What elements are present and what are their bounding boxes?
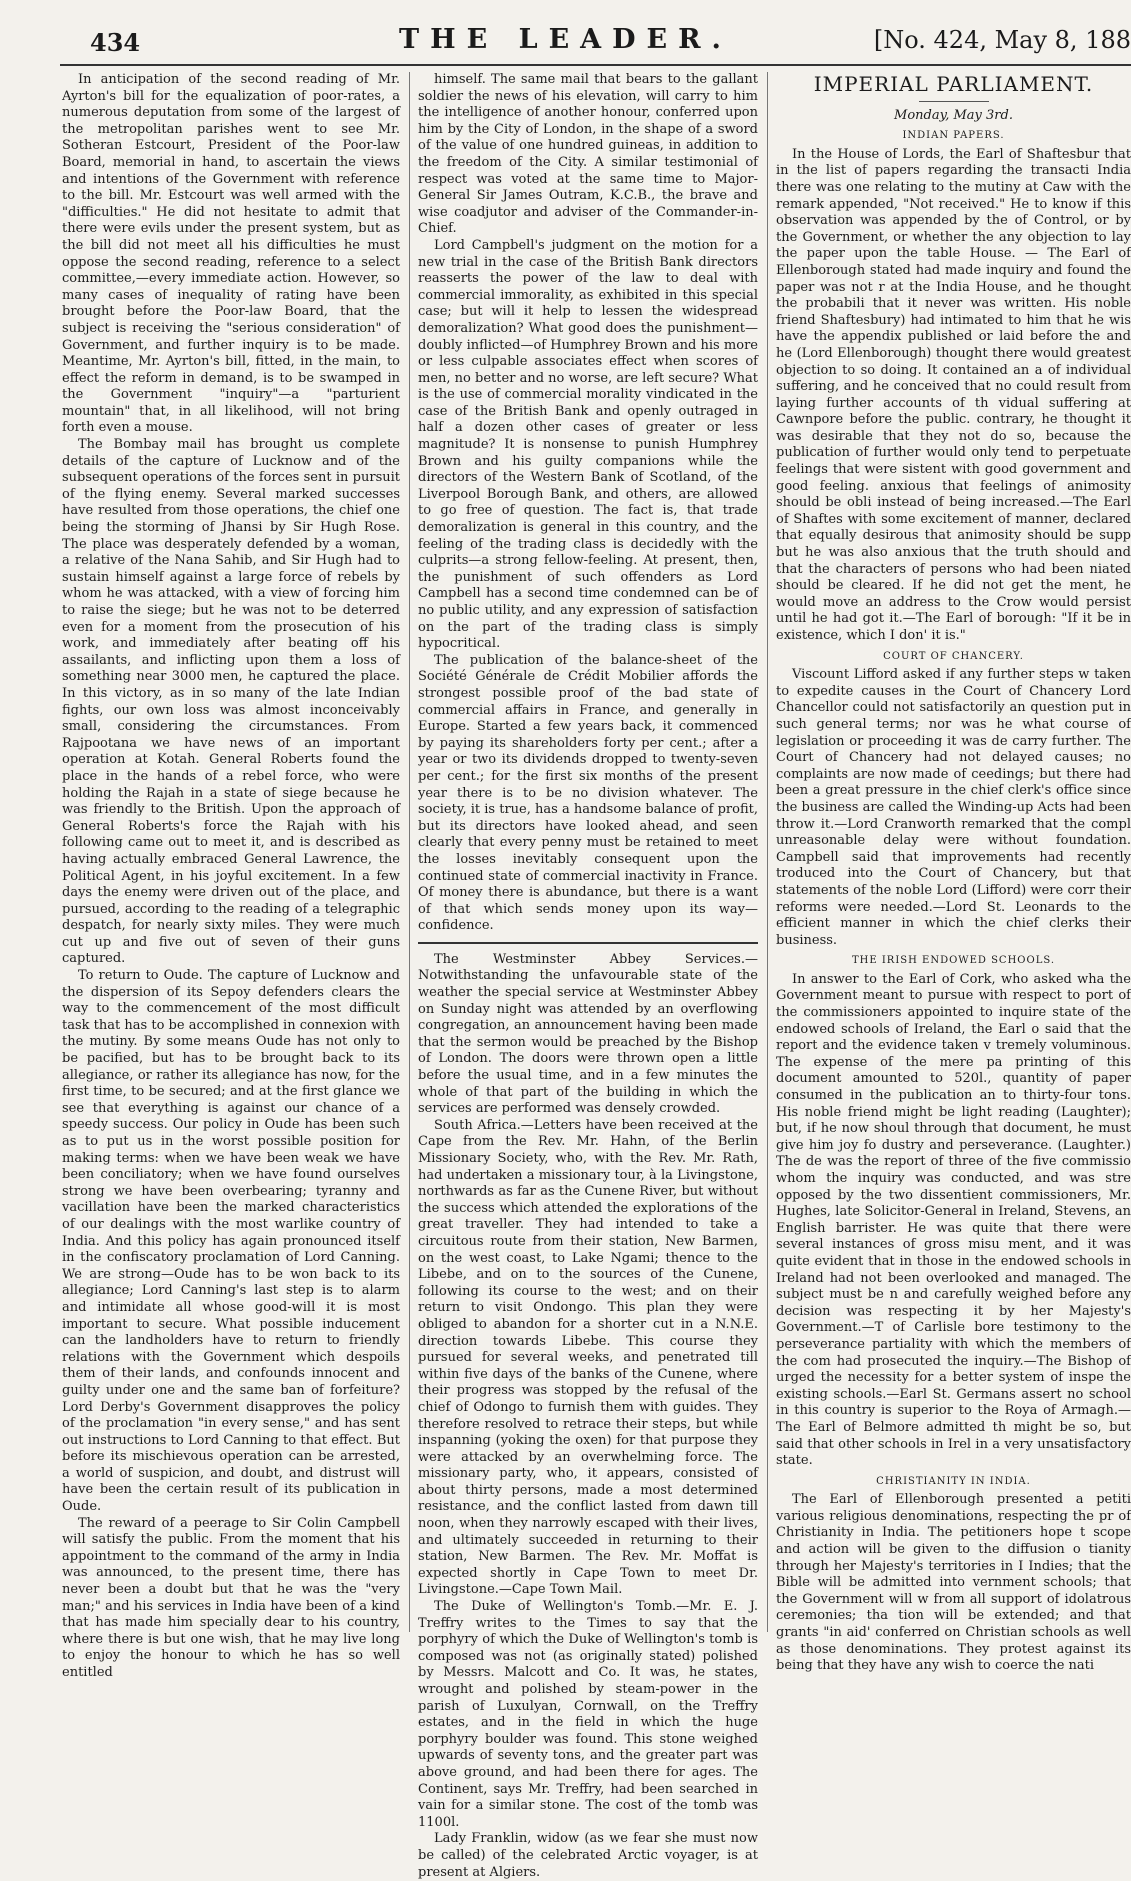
header-rule [60,64,1131,66]
article-paragraph: himself. The same mail that bears to the gallant soldier the news of his elevation, will carry to him the intelligence of another honour, conferred upon him by the City of London, in the shape of a sword of the value of one hundred guineas, in addition to the freedom of the City. A similar testimonial of respect was voted at the same time to Major-General Sir James Outram, K.C.B., the brave and wise coadjutor and adviser of the Commander-in-Chief. [418,72,758,237]
section-divider [418,942,758,944]
title-divider [919,101,989,102]
article-paragraph: To return to Oude. The capture of Lucknow and the dispersion of its Sepoy defenders clears the way to the commencement of the most difficult task that has to be accomplished in connexion with the mutiny. By some means Oude has not only to be pacified, but has to be brought back to its allegiance, or rather its allegiance has now, for the first time, to be secured; and at the first glance we see that everything is against our chance of a speedy success. Our policy in Oude has been such as to put us in the worst possible position for making terms: when we have been weak we have been conciliatory; when we have found ourselves strong we have been overbearing; tyranny and vacillation have been the marked characteristics of our dealings with the most warlike country of India. And this policy has again pronounced itself in the confiscatory proclamation of Lord Canning. We are strong—Oude has to be won back to its allegiance; Lord Canning's last step is to alarm and intimidate all whose good-will it is most important to secure. What possible inducement can the landholders have to return to friendly relations with the Government which despoils them of their lands, and confounds innocent and guilty under one and the same ban of forfeiture? Lord Derby's Government disapproves the policy of the proclamation "in every sense," and has sent out instructions to Lord Canning to that effect. But before its mischievous operation can be arrested, a world of suspicion, and doubt, and distrust will have been the certain result of its publication in Oude. [62,968,400,1515]
column-2 [418,72,758,1880]
column-rule [409,72,410,1632]
article-paragraph: Lord Campbell's judgment on the motion for a new trial in the case of the British Bank directors reasserts the power of the law to deal with commercial immorality, as exhibited in this special case; but will it help to lessen the widespread demoralization? What good does the punishment—doubly inflicted—of Humphrey Brown and his more or less culpable associates effect when scores of men, no better and no worse, are left secure? What is the use of commercial morality vindicated in the case of the British Bank and openly outraged in half a dozen other cases of greater or less magnitude? It is nonsense to punish Humphrey Brown and his guilty companions while the directors of the Western Bank of Scotland, of the Liverpool Borough Bank, and others, are allowed to go free of question. The fact is, that trade demoralization is general in this country, and the feeling of the trading class is decidedly with the culprits—a strong fellow-feeling. At present, then, the punishment of such offenders as Lord Campbell has a second time condemned can be of no public utility, and any expression of satisfaction on the part of the trading class is simply hypocritical. [418,237,758,652]
section-title: IMPERIAL PARLIAMENT. [813,72,1094,96]
report-paragraph: The Earl of Ellenborough presented a petiti various religious denominations, respecting the pr of Christianity in India. The petitioners hope t scope and action will be given to the diffusion o tianity through her Majesty's territories in I Indies; that the Bible will be admitted into vernment schools; that the Government will w from all support of idolatrous ceremonies; tha tion will be extended; and that grants "in aid' conferred on Christian schools as well as those denominations. They protest against its being that they have any wish to coerce the nati [776,1492,1131,1674]
issue-date: [No. 424, May 8, 188 [873,26,1131,54]
article-paragraph: In anticipation of the second reading of Mr. Ayrton's bill for the equalization of poor-rates, a numerous deputation from some of the largest of the metropolitan parishes went to see Mr. Sotheran Estcourt, President of the Poor-law Board, memorial in hand, to ascertain the views and intentions of the Government with reference to the bill. Mr. Estcourt was well armed with the "difficulties." He did not hesitate to admit that there were evils under the present system, but as the bill did not meet all his difficulties he must oppose the second reading, reference to a select committee,—every immediate action. However, so many cases of inequality of rating have been brought before the Poor-law Board, that the subject is receiving the "serious consideration" of Government, and further inquiry is to be made. Meantime, Mr. Ayrton's bill, fitted, in the main, to effect the reform in demand, is to be swamped in the Government "inquiry"—a "parturient mountain" that, in all likelihood, will not bring forth even a mouse. [62,72,400,436]
report-paragraph: Viscount Lifford asked if any further steps w taken to expedite causes in the Court of Chancery Lord Chancellor could not satisfactorily an question put in such general terms; nor was he what course of legislation or proceeding it was de carry further. The Court of Chancery had not delayed causes; no complaints are now made of ceedings; but there had been a great pressure in the chief clerk's office since the business are called the Winding-up Acts had been throw it.—Lord Cranworth remarked that the compl unreasonable delay were without foundation. Campbell said that improvements had recently troduced into the Court of Chancery, but that statements of the noble Lord (Lifford) were corr their reforms were needed.—Lord St. Leonards to the efficient manner in which the chief clerks their business. [776,667,1131,948]
dateline: Monday, May 3rd. [894,107,1013,123]
article-paragraph: The Bombay mail has brought us complete details of the capture of Lucknow and of the subsequent operations of the forces sent in pursuit of the flying enemy. Several marked successes have resulted from those operations, the chief one being the storming of Jhansi by Sir Hugh Rose. The place was desperately defended by a woman, a relative of the Nana Sahib, and Sir Hugh had to sustain himself against a large force of rebels by whom he was attacked, with a view of forcing him to raise the siege; but he was not to be deterred even for a moment from the prosecution of his work, and immediately after beating off his assailants, and inflicting upon them a loss of something near 3000 men, he captured the place. In this victory, as in so many of the late Indian fights, our own loss was almost inconceivably small, considering the circumstances. From Rajpootana we have news of an important operation at Kotah. General Roberts found the place in the hands of a rebel force, who were holding the Rajah in a state of siege because he was friendly to the British. Upon the approach of General Roberts's force the Rajah with his following came out to meet it, and is described as having actually embraced General Lawrence, the Political Agent, in his joyful excitement. In a few days the enemy were driven out of the place, and pursued, according to the reading of a telegraphic despatch, for nearly sixty miles. They were much cut up and five out of seven of their guns captured. [62,437,400,967]
report-paragraph: In the House of Lords, the Earl of Shaftesbur that in the list of papers regarding the transacti India there was one relating to the mutiny at Caw with the remark appended, "Not received." He to know if this observation was appended by the of Control, or by the Government, or whether the any objection to lay the paper upon the table House. — The Earl of Ellenborough stated had made inquiry and found the paper was not r at the India House, and he thought the probabili that it never was written. His noble friend Shaftesbury) had intimated to him that he wis have the appendix published or laid before the and he (Lord Ellenborough) thought there would greatest objection to so doing. It contained an a of individual suffering, and he conceived that no could result from laying further accounts of th vidual suffering at Cawnpore before the public. contrary, he thought it was desirable that they not do so, because the publication of further would only tend to perpetuate feelings that were sistent with good government and good feeling. anxious that feelings of animosity should be obli instead of being increased.—The Earl of Shaftes with some excitement of manner, declared that equally desirous that animosity should be supp but he was also anxious that the truth should and that the characters of persons who had been niated should be cleared. If he did not get the ment, he would move an address to the Crow would persist until he had got it.—The Earl of borough: "If it be in existence, which I don' it is." [776,146,1131,643]
subheading: INDIAN PAPERS. [902,130,1005,142]
report-paragraph: In answer to the Earl of Cork, who asked wha the Government meant to pursue with respect to port of the commissioners appointed to inquire state of the endowed schools of Ireland, the Earl o said that the report and the evidence taken v tremely voluminous. The expense of the mere pa printing of this document amounted to 520l., quantity of paper consumed in the publication an to thirty-four tons. His noble friend might be light reading (Laughter); but, if he now shoul through that document, he must give him joy fo dustry and perseverance. (Laughter.) The de was the report of three of the five commissio whom the inquiry was conducted, and was stre opposed by the two dissentient commissioners, Mr. Hughes, late Solicitor-General in Ireland, Stevens, an English barrister. He was quite that there were several instances of gross misu ment, and it was quite evident that in those in the endowed schools in Ireland had not been overlooked and managed. The subject must be n and carefully weighed before any decision was respecting it by her Majesty's Government.—T of Carlisle bore testimony to the perseverance partiality with which the members of the com had prosecuted the inquiry.—The Bishop of urged the necessity for a better system of inspe the existing schools.—Earl St. Germans assert no school in this country is superior to the Roya of Armagh.—The Earl of Belmore admitted th might be so, but said that other schools in Irel in a very unsatisfactory state. [776,971,1131,1469]
page-number: 434 [90,28,141,57]
subheading: THE IRISH ENDOWED SCHOOLS. [851,955,1056,967]
subheading: CHRISTIANITY IN INDIA. [876,1475,1031,1487]
news-item: South Africa.—Letters have been received at the Cape from the Rev. Mr. Hahn, of the Berlin Missionary Society, who, with the Rev. Mr. Rath, had undertaken a missionary tour, à la Livingstone, northwards as far as the Cunene River, but without the success which attended the explorations of the great traveller. They had intended to take a circuitous route from their station, New Barmen, on the west coast, to Lake Ngami; thence to the Libebe, and on to the sources of the Cunene, following its course to the west; and on their return to visit Ondongo. This plan they were obliged to abandon for a shorter cut in a N.N.E. direction towards Libebe. This course they pursued for several weeks, and penetrated till within five days of the banks of the Cunene, where their progress was stopped by the refusal of the chief of Odongo to furnish them with guides. They therefore resolved to retrace their steps, but while inspanning (yoking the oxen) for that purpose they were attacked by an overwhelming force. The missionary party, who, it appears, consisted of about thirty persons, made a most determined resistance, and the conflict lasted from dawn till noon, when they narrowly escaped with their lives, and ultimately succeeded in returning to their station, New Barmen. The Rev. Mr. Moffat is expected shortly in Cape Town to meet Dr. Livingstone.—Cape Town Mail. [418,1117,758,1598]
article-paragraph: The reward of a peerage to Sir Colin Campbell will satisfy the public. From the moment that his appointment to the command of the army in India was announced, to the present time, there has never been a doubt but that he was the "very man;" and his services in India have been of a kind that has made him specially dear to his country, where there is but one wish, that he may live long to enjoy the honour to which he has so well entitled [62,1515,400,1680]
masthead [30,18,1131,60]
column-1 [62,72,400,1680]
news-item: Lady Franklin, widow (as we fear she must now be called) of the celebrated Arctic voyager, is at present at Algiers. [418,1831,758,1880]
column-3 [776,72,1131,1674]
subheading: COURT OF CHANCERY. [883,650,1024,662]
article-paragraph: The publication of the balance-sheet of the Société Générale de Crédit Mobilier affords the strongest possible proof of the bad state of commercial affairs in France, and generally in Europe. Started a few years back, it commenced by paying its shareholders forty per cent.; after a year or two its dividends dropped to twenty-seven per cent.; for the first six months of the present year there is to be no division whatever. The society, it is true, has a handsome balance of profit, but its directors have looked ahead, and seen clearly that every penny must be retained to meet the losses inevitably consequent upon the continued state of commercial inactivity in France. Of money there is abundance, but there is a want of that which sends money upon its way—confidence. [418,652,758,934]
news-item: The Duke of Wellington's Tomb.—Mr. E. J. Treffry writes to the Times to say that the porphyry of which the Duke of Wellington's tomb is composed was not (as originally stated) polished by Messrs. Malcott and Co. It was, he states, wrought and polished by steam-power in the parish of Luxulyan, Cornwall, on the Treffry estates, and in the field in which the huge porphyry boulder was found. This stone weighed upwards of seventy tons, and the greater part was above ground, and had been there for ages. The Continent, says Mr. Treffry, had been searched in vain for a similar stone. The cost of the tomb was 1100l. [418,1599,758,1830]
publication-title: THE LEADER. [399,24,732,55]
column-rule [767,72,768,1632]
news-item: The Westminster Abbey Services.—Notwithstanding the unfavourable state of the weather the special service at Westminster Abbey on Sunday night was attended by an overflowing congregation, an announcement having been made that the sermon would be preached by the Bishop of London. The doors were thrown open a little before the usual time, and in a few minutes the whole of that part of the building in which the services are performed was densely crowded. [418,951,758,1117]
